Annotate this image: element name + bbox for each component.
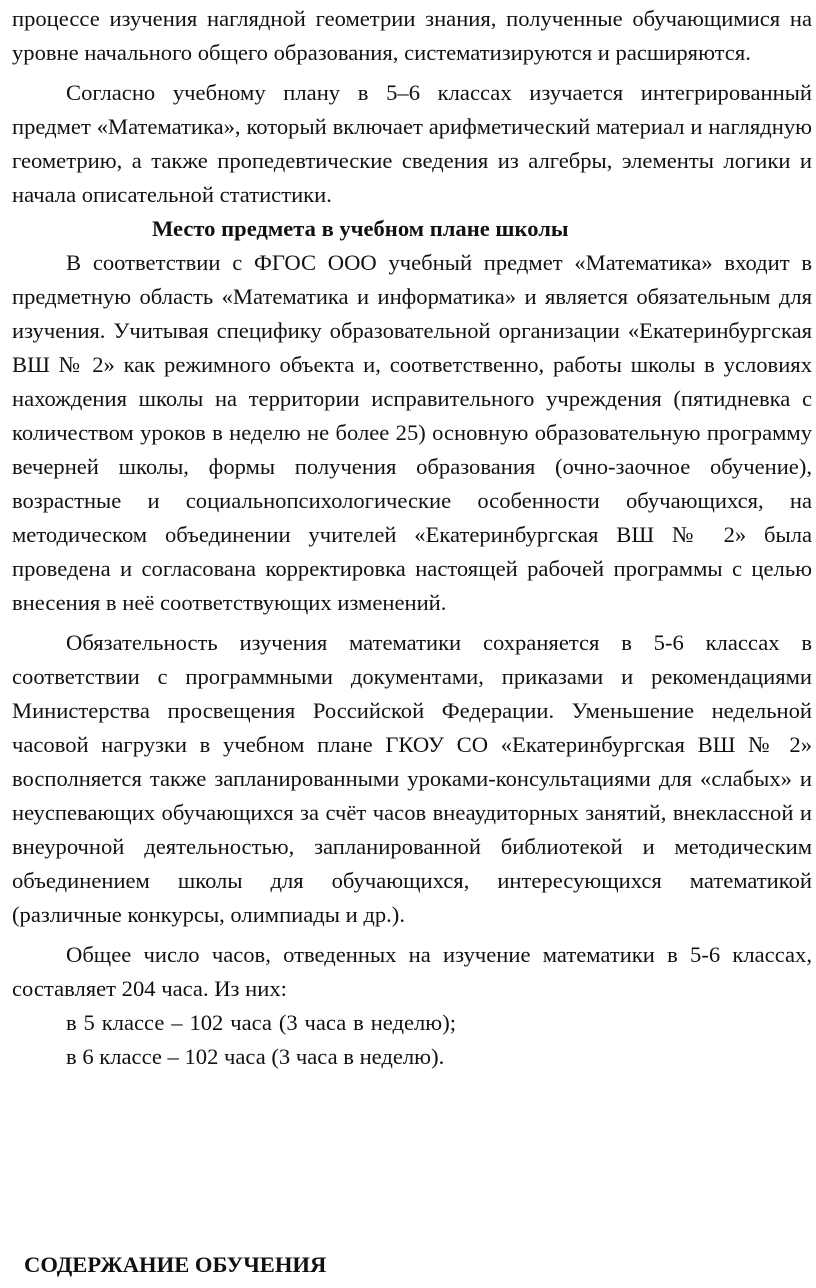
body-text <box>12 2 812 1074</box>
paragraph-obligation: Обязательность изучения математики сохраняется в 5-6 классах в соответствии с программными документами, приказами и рекомендациями Министерства просвещения Российской Федерации. Уменьшение недельной часовой нагрузки в учебном плане ГКОУ СО «Екатеринбургская ВШ № 2» восполняется также запланированными уроками-консультациями для «слабых» и неуспевающих обучающихся за счёт часов внеаудиторных занятий, внеклассной и внеурочной деятельностью, запланированной библиотекой и методическим объединением школы для обучающихся, интересующихся математикой (различные конкурсы, олимпиады и др.). <box>12 630 812 927</box>
section-heading-place-of-subject: Место предмета в учебном плане школы <box>152 216 569 241</box>
hours-breakdown: в 5 классе – 102 часа (3 часа в неделю); в 6 классе – 102 часа (3 часа в неделю). <box>66 1010 456 1069</box>
paragraph-total-hours: Общее число часов, отведенных на изучение математики в 5-6 классах, составляет 204 часа. Из них: <box>12 942 812 1001</box>
paragraph-curriculum: Согласно учебному плану в 5–6 классах изучается интегрированный предмет «Математика», который включает арифметический материал и наглядную геометрию, а также пропедевтические сведения из алгебры, элементы логики и начала описательной статистики. <box>12 80 812 207</box>
section-title-content: СОДЕРЖАНИЕ ОБУЧЕНИЯ <box>24 1252 327 1277</box>
paragraph-fgos: В соответствии с ФГОС ООО учебный предмет «Математика» входит в предметную область «Математика и информатика» и является обязательным для изучения. Учитывая специфику образовательной организации «Екатеринбургская ВШ № 2» как режимного объекта и, соответственно, работы школы в условиях нахождения школы на территории исправительного учреждения (пятидневка с количеством уроков в неделю не более 25) основную образовательную программу вечерней школы, формы получения образования (очно-заочное обучение), возрастные и социальнопсихологические особенности обучающихся, на методическом объединении учителей «Екатеринбургская ВШ № 2» была проведена и согласована корректировка настоящей рабочей программы с целью внесения в неё соответствующих изменений. <box>12 250 812 615</box>
paragraph-continuation: процессе изучения наглядной геометрии знания, полученные обучающимися на уровне начального общего образования, систематизируются и расширяются. <box>12 6 812 65</box>
